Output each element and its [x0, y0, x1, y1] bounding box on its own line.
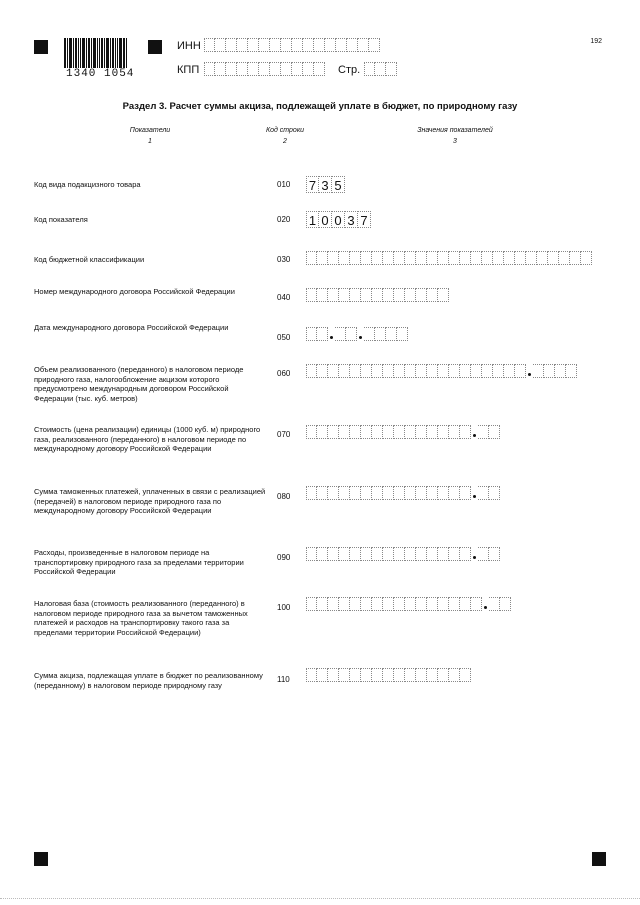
- row-code-060: 060: [277, 369, 291, 378]
- row-label-090: Расходы, произведенные в налоговом периоде на транспортировку природного газа за пределами территории Российской Федерации: [34, 548, 244, 576]
- inn-label: ИНН: [177, 40, 201, 52]
- row-label-060: Объем реализованного (переданного) в налоговом периоде природного газа, налогообложение акцизом которого предусмотрено международным договором Российской Федерации (тыс. куб. метров): [34, 365, 244, 403]
- field-060[interactable]: [306, 364, 577, 378]
- field-020-digit: 0: [319, 211, 332, 228]
- field-020-digit: 7: [358, 211, 371, 228]
- field-040[interactable]: [306, 288, 449, 302]
- corner-marker-top-left: [34, 40, 48, 54]
- row-label-050: Дата международного договора Российской Федерации: [34, 323, 229, 332]
- field-010-digit: 5: [332, 176, 345, 193]
- row-code-110: 110: [277, 675, 290, 684]
- field-010[interactable]: [306, 176, 345, 193]
- page-label: Стр.: [338, 64, 361, 76]
- field-020-digit: 0: [332, 211, 345, 228]
- row-code-010: 010: [277, 180, 291, 189]
- row-code-100: 100: [277, 603, 291, 612]
- row-label-040: Номер международного договора Российской Федерации: [34, 287, 235, 296]
- field-080[interactable]: [306, 486, 500, 500]
- page-number: 192: [590, 38, 602, 45]
- row-label-010: Код вида подакцизного товара: [34, 180, 141, 189]
- field-020[interactable]: [306, 211, 371, 228]
- column-header-line-code: Код строки 2: [265, 127, 305, 145]
- field-110[interactable]: [306, 668, 471, 682]
- row-code-020: 020: [277, 215, 291, 224]
- kpp-label: КПП: [177, 64, 200, 76]
- corner-marker-bottom-right: [592, 852, 606, 866]
- page-field[interactable]: [364, 62, 397, 76]
- row-code-090: 090: [277, 553, 291, 562]
- field-030[interactable]: [306, 251, 592, 265]
- barcode: [64, 38, 134, 68]
- field-020-digit: 1: [306, 211, 319, 228]
- column-header-indicators: Показатели 1: [129, 127, 171, 145]
- corner-marker-top-center: [148, 40, 162, 54]
- field-050[interactable]: [306, 327, 408, 341]
- row-label-080: Сумма таможенных платежей, уплаченных в связи с реализацией (передачей) в налоговом периоде природного газа по международному договору Российской Федерации: [34, 487, 266, 515]
- column-header-values: Значения показателей 3: [417, 127, 493, 145]
- row-label-020: Код показателя: [34, 215, 88, 224]
- bottom-divider: [0, 898, 640, 899]
- row-label-030: Код бюджетной классификации: [34, 255, 145, 264]
- row-label-100: Налоговая база (стоимость реализованного (переданного) в налоговом периоде природного газа за вычетом таможенных платежей и расходов на транспортировку такого газа за пределами территории Российской Федерации): [34, 599, 248, 637]
- kpp-field[interactable]: [204, 62, 325, 76]
- section-title: Раздел 3. Расчет суммы акциза, подлежащей уплате в бюджет, по природному газу: [122, 101, 518, 112]
- field-010-digit: 3: [319, 176, 332, 193]
- field-090[interactable]: [306, 547, 500, 561]
- field-010-digit: 7: [306, 176, 319, 193]
- inn-field[interactable]: [204, 38, 380, 52]
- row-label-110: Сумма акциза, подлежащая уплате в бюджет по реализованному (переданному) в налоговом периоде природному газу: [34, 671, 263, 690]
- row-code-070: 070: [277, 430, 291, 439]
- row-code-040: 040: [277, 293, 291, 302]
- field-020-digit: 3: [345, 211, 358, 228]
- row-label-070: Стоимость (цена реализации) единицы (1000 куб. м) природного газа, реализованного (переданного) в налоговом периоде по международному договору Российской Федерации: [34, 425, 261, 453]
- row-code-050: 050: [277, 333, 291, 342]
- row-code-030: 030: [277, 255, 291, 264]
- field-100[interactable]: [306, 597, 511, 611]
- field-070[interactable]: [306, 425, 500, 439]
- row-code-080: 080: [277, 492, 291, 501]
- corner-marker-bottom-left: [34, 852, 48, 866]
- barcode-number: 1340 1054: [66, 68, 135, 80]
